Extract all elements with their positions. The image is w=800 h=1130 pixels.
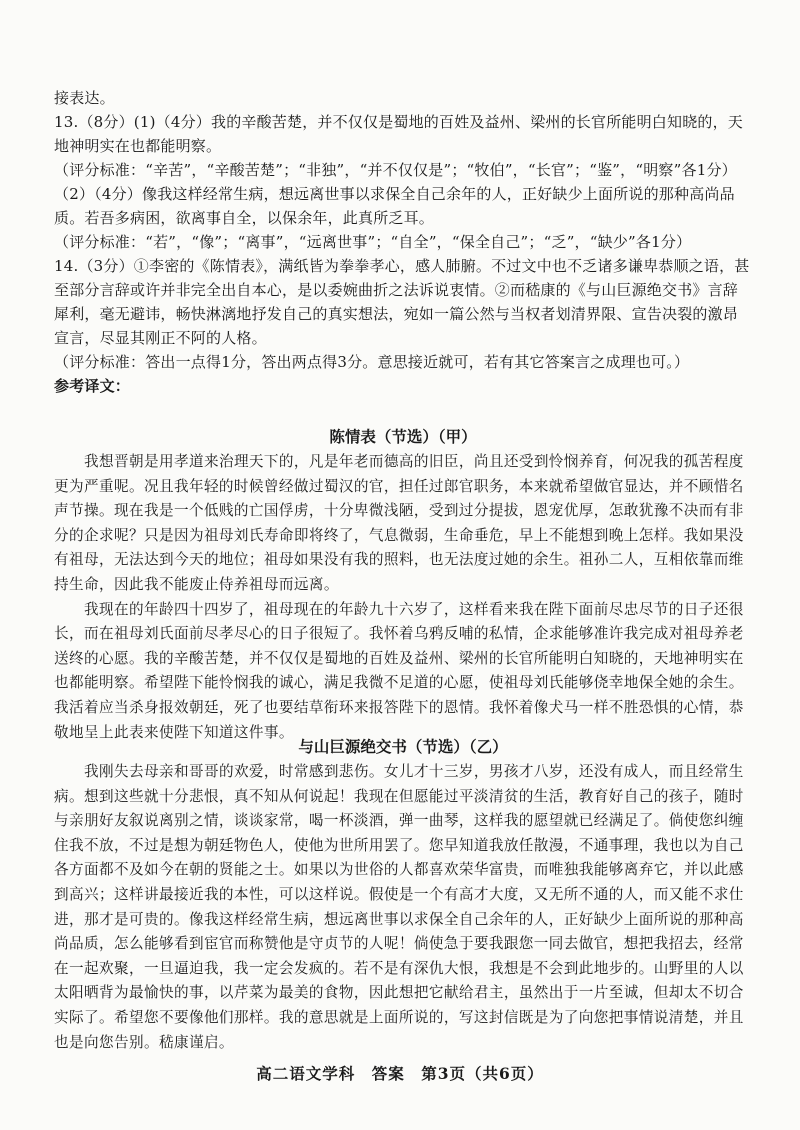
previous-line: 接表达。 [54,89,115,107]
translation-a-title: 陈情表（节选）（甲） [329,427,477,446]
q13-2-answer: （2）（4分）像我这样经常生病，想远离世事以求保全自己余年的人，正好缺少上面所说的那种高尚品质。若吾多病困，欲离事自全，以保余年，此真所乏耳。 [54,185,735,227]
translation-a-paragraph: 我想晋朝是用孝道来治理天下的，凡是年老而德高的旧臣，尚且还受到怜悯养育，何况我的孤苦程度更为严重呢。况且我年轻的时候曾经做过蜀汉的官，担任过郎官职务，本来就希望做官显达，并不顾惜名声节操。现在我是一个低贱的亡国俘虏，十分卑微浅陋，受到过分提拔，恩宠优厚，怎敢犹豫不决而有非分的企求呢？只是因为祖母刘氏寿命即将终了，气息微弱，生命垂危，早上不能想到晚上怎样。我如果没有祖母，无法达到今天的地位；祖母如果没有我的照料，也无法度过她的余生。祖孙二人，互相依靠而维持生命，因此我不能废止侍养祖母而远离。 [54,453,744,593]
q14-scoring: （评分标准：答出一点得1分，答出两点得3分。意思接近就可，若有其它答案言之成理也可。） [54,353,690,371]
q13-1-scoring: （评分标准：“辛苦”，“辛酸苦楚”；“非独”，“并不仅仅是”；“牧伯”，“长官”；“鉴”，“明察”各1分） [54,161,737,179]
translation-b [54,734,752,1055]
q14-answer: 14.（3分）①李密的《陈情表》，满纸皆为拳拳孝心，感人肺腑。不过文中也不乏诸多谦卑恭顺之语，甚至部分言辞或许并非完全出自本心，是以委婉曲折之法诉说衷情。②而嵇康的《与山巨源绝交书》言辞犀利，毫无避讳，畅快淋漓地抒发自己的真实想法，宛如一篇公然与当权者划清界限、宣告决裂的激昂宣言，尽显其刚正不阿的人格。 [54,257,750,347]
q13-1-answer: 13.（8分）(1)（4分）我的辛酸苦楚，并不仅仅是蜀地的百姓及益州、梁州的长官所能明白知晓的，天地神明实在也都能明察。 [54,113,743,155]
answer-section [54,86,752,398]
translation-a [54,424,752,745]
translation-b-title: 与山巨源绝交书（节选）（乙） [298,737,508,756]
page-footer: 高二语文学科 答案 第3页（共6页） [256,1064,544,1083]
translation-a-paragraph: 我现在的年龄四十四岁了，祖母现在的年龄九十六岁了，这样看来我在陛下面前尽忠尽节的日子还很长，而在祖母刘氏面前尽孝尽心的日子很短了。我怀着乌鸦反哺的私情，企求能够准许我完成对祖母养老送终的心愿。我的辛酸苦楚，并不仅仅是蜀地的百姓及益州、梁州的长官所能明白知晓的，天地神明实在也都能明察。希望陛下能怜悯我的诚心，满足我微不足道的心愿，使祖母刘氏能够侥幸地保全她的余生。我活着应当杀身报效朝廷，死了也要结草衔环来报答陛下的恩情。我怀着像犬马一样不胜恐惧的心情，恭敬地呈上此表来使陛下知道这件事。 [54,600,744,741]
reference-translation-label: 参考译文： [54,377,131,395]
q13-2-scoring: （评分标准：“若”，“像”；“离事”，“远离世事”；“自全”，“保全自己”；“乏”，“缺少”各1分） [54,233,692,251]
translation-b-paragraph: 我刚失去母亲和哥哥的欢爱，时常感到悲伤。女儿才十三岁，男孩才八岁，还没有成人，而且经常生病。想到这些就十分悲恨，真不知从何说起！我现在但愿能过平淡清贫的生活，教育好自己的孩子，随时与亲朋好友叙说离别之情，谈谈家常，喝一杯淡酒，弹一曲琴，这样我的愿望就已经满足了。倘使您纠缠住我不放，不过是想为朝廷物色人，使他为世所用罢了。您早知道我放任散漫，不通事理，我也以为自己各方面都不及如今在朝的贤能之士。如果以为世俗的人都喜欢荣华富贵，而唯独我能够离弃它，并以此感到高兴；这样讲最接近我的本性，可以这样说。假使是一个有高才大度，又无所不通的人，而又能不求仕进，那才是可贵的。像我这样经常生病，想远离世事以求保全自己余年的人，正好缺少上面所说的那种高尚品质，怎么能够看到宦官而称赞他是守贞节的人呢！倘使急于要我跟您一同去做官，想把我招去，经常在一起欢聚，一旦逼迫我，我一定会发疯的。若不是有深仇大恨，我想是不会到此地步的。山野里的人以太阳晒背为最愉快的事，以芹菜为最美的食物，因此想把它献给君主，虽然出于一片至诚，但却太不切合实际了。希望您不要像他们那样。我的意思就是上面所说的，写这封信既是为了向您把事情说清楚，并且也是向您告别。嵇康谨启。 [54,763,744,1051]
